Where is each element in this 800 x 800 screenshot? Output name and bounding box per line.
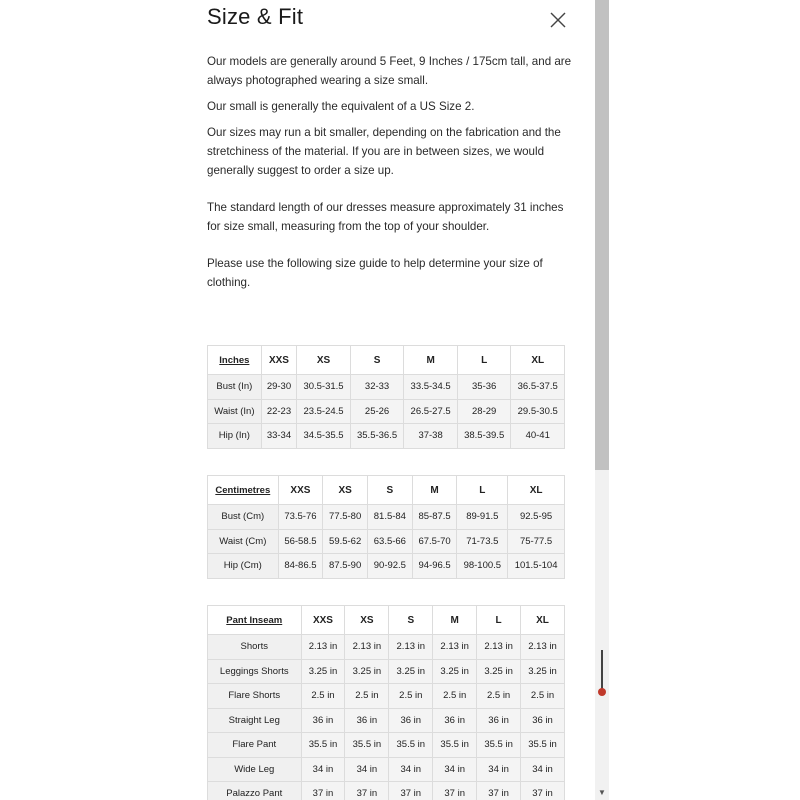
scrollbar-thumb[interactable] — [595, 0, 609, 470]
slider-track — [601, 650, 603, 692]
table-row — [208, 708, 565, 733]
inches-size-table — [207, 345, 565, 449]
table-row — [208, 554, 565, 579]
table-row — [208, 659, 565, 684]
intro-paragraph: Our sizes may run a bit smaller, depending on the fabrication and the stretchiness of the material. If you are in between sizes, we would generally suggest to order a size up. — [207, 126, 561, 177]
row-label: Leggings Shorts — [208, 659, 302, 684]
table-cell: 34 in — [477, 757, 521, 782]
table-cell: 35.5 in — [389, 733, 433, 758]
size-column-header: XS — [345, 606, 389, 635]
table-cell: 37-38 — [404, 424, 458, 449]
size-column-header: XL — [521, 606, 565, 635]
table-cell: 35.5 in — [345, 733, 389, 758]
row-label: Hip (Cm) — [208, 554, 279, 579]
table-cell: 37 in — [433, 782, 477, 800]
table-cell: 63.5-66 — [368, 529, 413, 554]
row-label: Flare Shorts — [208, 684, 302, 709]
table-cell: 35.5 in — [433, 733, 477, 758]
pant-inseam-size-table — [207, 605, 565, 800]
table-cell: 2.5 in — [389, 684, 433, 709]
table-row — [208, 635, 565, 660]
table-row — [208, 529, 565, 554]
row-label: Bust (Cm) — [208, 505, 279, 530]
table-cell: 90-92.5 — [368, 554, 413, 579]
size-column-header: S — [389, 606, 433, 635]
size-column-header: L — [477, 606, 521, 635]
table-cell: 37 in — [301, 782, 345, 800]
scroll-position-slider[interactable] — [598, 650, 606, 700]
table-cell: 71-73.5 — [457, 529, 508, 554]
table-cell: 37 in — [521, 782, 565, 800]
table-cell: 87.5-90 — [323, 554, 368, 579]
table-cell: 34 in — [301, 757, 345, 782]
table-cell: 2.5 in — [433, 684, 477, 709]
table-row — [208, 505, 565, 530]
size-column-header: L — [457, 346, 511, 375]
size-column-header: M — [433, 606, 477, 635]
table-row — [208, 757, 565, 782]
centimetres-size-table — [207, 475, 565, 579]
table-cell: 73.5-76 — [278, 505, 323, 530]
table-cell: 36 in — [301, 708, 345, 733]
table-cell: 34 in — [521, 757, 565, 782]
size-column-header: XL — [508, 476, 565, 505]
intro-paragraph: Our models are generally around 5 Feet, 9 Inches / 175cm tall, and are always photographed wearing a size small. — [207, 55, 572, 87]
table-cell: 34 in — [389, 757, 433, 782]
table-cell: 36 in — [521, 708, 565, 733]
table-header-row — [208, 606, 565, 635]
table-cell: 67.5-70 — [412, 529, 457, 554]
size-column-header: M — [412, 476, 457, 505]
table-cell: 38.5-39.5 — [457, 424, 511, 449]
table-cell: 2.13 in — [433, 635, 477, 660]
table-corner-label: Centimetres — [208, 476, 279, 505]
table-row — [208, 399, 565, 424]
size-column-header: S — [368, 476, 413, 505]
row-label: Bust (In) — [208, 375, 262, 400]
close-icon — [548, 10, 568, 30]
intro-paragraph: Please use the following size guide to help determine your size of clothing. — [207, 257, 543, 289]
table-cell: 36 in — [433, 708, 477, 733]
table-cell: 25-26 — [350, 399, 404, 424]
table-cell: 75-77.5 — [508, 529, 565, 554]
table-cell: 30.5-31.5 — [297, 375, 351, 400]
intro-paragraph: The standard length of our dresses measure approximately 31 inches for size small, measuring from the top of your shoulder. — [207, 201, 564, 233]
table-cell: 2.13 in — [345, 635, 389, 660]
row-label: Hip (In) — [208, 424, 262, 449]
table-cell: 2.5 in — [345, 684, 389, 709]
table-cell: 22-23 — [261, 399, 297, 424]
table-cell: 34.5-35.5 — [297, 424, 351, 449]
intro-text — [207, 52, 577, 299]
table-cell: 35.5-36.5 — [350, 424, 404, 449]
table-cell: 32-33 — [350, 375, 404, 400]
table-cell: 33-34 — [261, 424, 297, 449]
table-cell: 28-29 — [457, 399, 511, 424]
table-cell: 26.5-27.5 — [404, 399, 458, 424]
table-cell: 29-30 — [261, 375, 297, 400]
table-cell: 2.5 in — [477, 684, 521, 709]
table-cell: 35.5 in — [301, 733, 345, 758]
table-cell: 35-36 — [457, 375, 511, 400]
table-cell: 3.25 in — [477, 659, 521, 684]
table-cell: 89-91.5 — [457, 505, 508, 530]
size-column-header: S — [350, 346, 404, 375]
table-cell: 3.25 in — [389, 659, 433, 684]
row-label: Palazzo Pant — [208, 782, 302, 800]
table-cell: 2.13 in — [477, 635, 521, 660]
size-column-header: L — [457, 476, 508, 505]
size-column-header: M — [404, 346, 458, 375]
scroll-down-arrow-icon[interactable]: ▼ — [598, 788, 606, 797]
table-cell: 94-96.5 — [412, 554, 457, 579]
size-fit-modal — [190, 0, 595, 800]
table-cell: 34 in — [433, 757, 477, 782]
table-cell: 33.5-34.5 — [404, 375, 458, 400]
table-cell: 98-100.5 — [457, 554, 508, 579]
table-cell: 35.5 in — [521, 733, 565, 758]
table-cell: 81.5-84 — [368, 505, 413, 530]
intro-paragraph: Our small is generally the equivalent of a US Size 2. — [207, 100, 475, 113]
row-label: Shorts — [208, 635, 302, 660]
table-cell: 37 in — [345, 782, 389, 800]
table-cell: 3.25 in — [521, 659, 565, 684]
size-column-header: XL — [511, 346, 565, 375]
close-button[interactable] — [548, 10, 568, 30]
size-column-header: XXS — [278, 476, 323, 505]
table-header-row — [208, 346, 565, 375]
table-cell: 37 in — [477, 782, 521, 800]
table-row — [208, 733, 565, 758]
row-label: Waist (Cm) — [208, 529, 279, 554]
table-cell: 85-87.5 — [412, 505, 457, 530]
table-cell: 36 in — [477, 708, 521, 733]
table-cell: 77.5-80 — [323, 505, 368, 530]
size-column-header: XXS — [261, 346, 297, 375]
table-corner-label: Pant Inseam — [208, 606, 302, 635]
table-cell: 2.13 in — [389, 635, 433, 660]
table-cell: 2.13 in — [521, 635, 565, 660]
table-cell: 2.5 in — [301, 684, 345, 709]
table-cell: 37 in — [389, 782, 433, 800]
table-corner-label: Inches — [208, 346, 262, 375]
table-cell: 84-86.5 — [278, 554, 323, 579]
table-header-row — [208, 476, 565, 505]
row-label: Straight Leg — [208, 708, 302, 733]
table-cell: 3.25 in — [301, 659, 345, 684]
table-cell: 34 in — [345, 757, 389, 782]
table-row — [208, 424, 565, 449]
table-cell: 35.5 in — [477, 733, 521, 758]
table-row — [208, 684, 565, 709]
table-cell: 3.25 in — [433, 659, 477, 684]
table-row — [208, 375, 565, 400]
table-cell: 2.5 in — [521, 684, 565, 709]
table-cell: 23.5-24.5 — [297, 399, 351, 424]
table-cell: 56-58.5 — [278, 529, 323, 554]
table-cell: 36 in — [345, 708, 389, 733]
table-cell: 36.5-37.5 — [511, 375, 565, 400]
table-cell: 3.25 in — [345, 659, 389, 684]
row-label: Flare Pant — [208, 733, 302, 758]
table-cell: 92.5-95 — [508, 505, 565, 530]
table-cell: 29.5-30.5 — [511, 399, 565, 424]
row-label: Wide Leg — [208, 757, 302, 782]
slider-knob[interactable] — [598, 688, 606, 696]
modal-title: Size & Fit — [207, 4, 304, 29]
size-column-header: XS — [323, 476, 368, 505]
table-cell: 36 in — [389, 708, 433, 733]
table-cell: 101.5-104 — [508, 554, 565, 579]
table-cell: 59.5-62 — [323, 529, 368, 554]
table-row — [208, 782, 565, 800]
table-cell: 2.13 in — [301, 635, 345, 660]
size-column-header: XS — [297, 346, 351, 375]
row-label: Waist (In) — [208, 399, 262, 424]
table-cell: 40-41 — [511, 424, 565, 449]
size-column-header: XXS — [301, 606, 345, 635]
